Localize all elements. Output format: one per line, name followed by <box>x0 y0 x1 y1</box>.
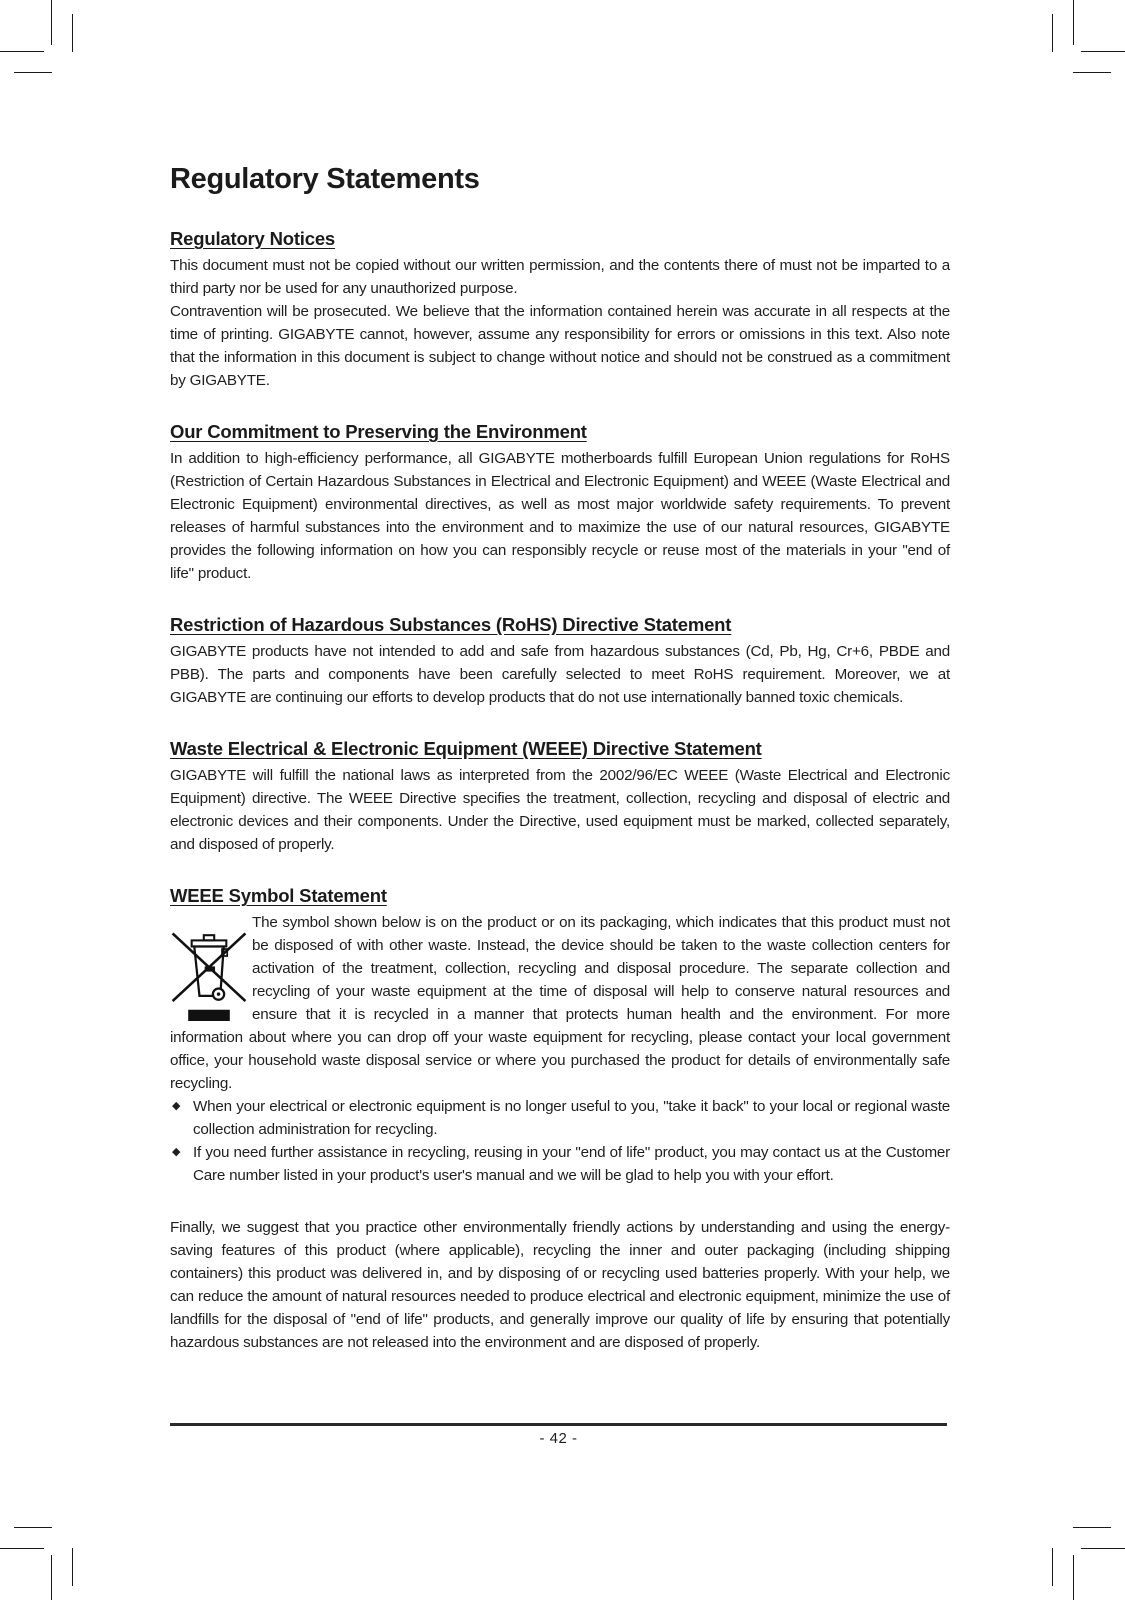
crop-mark <box>1073 1555 1074 1600</box>
section-heading-environment-commitment: Our Commitment to Preserving the Environment <box>170 421 587 442</box>
crop-mark <box>1052 14 1053 52</box>
bullet-item <box>170 1141 950 1187</box>
page-title: Regulatory Statements <box>170 163 480 195</box>
crop-mark <box>0 51 44 52</box>
diamond-bullet-icon: ◆ <box>172 1146 181 1158</box>
page-number: - 42 - <box>539 1430 578 1447</box>
paragraph-closing: Finally, we suggest that you practice other environmentally friendly actions by understanding and using the energy-saving features of this product (where applicable), recycling the inner and outer packaging (including shipping containers) this product was delivered in, and by disposing of or recycling used batteries properly. With your help, we can reduce the amount of natural resources needed to produce electrical and electronic equipment, minimize the use of landfills for the disposal of "end of life" products, and generally improve our quality of life by ensuring that potentially hazardous substances are not released into the environment and are disposed of properly. <box>170 1219 950 1351</box>
crop-mark <box>72 1548 73 1586</box>
bullet-text-customer-care: If you need further assistance in recycling, reusing in your "end of life" product, you may contact us at the Customer Care number listed in your product's user's manual and we will be glad to help you with your effort. <box>193 1144 950 1184</box>
section-heading-weee-directive: Waste Electrical & Electronic Equipment (WEEE) Directive Statement <box>170 738 762 759</box>
crop-mark <box>72 14 73 52</box>
section-heading-regulatory-notices: Regulatory Notices <box>170 228 335 249</box>
crop-mark <box>1073 1527 1111 1528</box>
section-heading-weee-symbol: WEEE Symbol Statement <box>170 885 387 906</box>
crop-mark <box>51 0 52 45</box>
bullet-text-take-it-back: When your electrical or electronic equipment is no longer useful to you, "take it back" to your local or regional waste collection administration for recycling. <box>193 1098 950 1138</box>
paragraph-rohs: GIGABYTE products have not intended to add and safe from hazardous substances (Cd, Pb, Hg, Cr+6, PBDE and PBB). The parts and components have been carefully selected to meet RoHS requirement. Moreover, we at GIGABYTE are continuing our efforts to develop products that do not use internationally banned toxic chemicals. <box>170 643 950 706</box>
document-content <box>170 163 950 1354</box>
bullet-item <box>170 1095 950 1141</box>
crop-mark <box>51 1555 52 1600</box>
crop-mark <box>1073 72 1111 73</box>
crop-mark <box>0 1548 44 1549</box>
diamond-bullet-icon: ◆ <box>172 1100 181 1112</box>
paragraph-weee-directive: GIGABYTE will fulfill the national laws as interpreted from the 2002/96/EC WEEE (Waste Electrical and Electronic Equipment) directive. The WEEE Directive specifies the treatment, collection, recycling and disposal of electric and electronic devices and their components. Under the Directive, used equipment must be marked, collected separately, and disposed of properly. <box>170 767 950 853</box>
crop-mark <box>1073 0 1074 45</box>
section-heading-rohs: Restriction of Hazardous Substances (RoHS) Directive Statement <box>170 614 732 635</box>
crop-mark <box>14 72 52 73</box>
crop-mark <box>1052 1548 1053 1586</box>
paragraph-regulatory-notices-2: Contravention will be prosecuted. We believe that the information contained herein was accurate in all respects at the time of printing. GIGABYTE cannot, however, assume any responsibility for errors or omissions in this text. Also note that the information in this document is subject to change without notice and should not be construed as a commitment by GIGABYTE. <box>170 303 950 389</box>
weee-symbol-block <box>170 911 950 1095</box>
crop-mark <box>1081 1548 1125 1549</box>
weee-crossed-out-bin-icon <box>170 913 248 1025</box>
paragraph-environment-commitment: In addition to high-efficiency performance, all GIGABYTE motherboards fulfill European Union regulations for RoHS (Restriction of Certain Hazardous Substances in Electrical and Electronic Equipment) and WEEE (Waste Electrical and Electronic Equipment) environmental directives, as well as most major worldwide safety requirements. To prevent releases of harmful substances into the environment and to maximize the use of our natural resources, GIGABYTE provides the following information on how you can responsibly recycle or reuse most of the materials in your "end of life" product. <box>170 450 950 582</box>
paragraph-regulatory-notices-1: This document must not be copied without our written permission, and the contents there of must not be imparted to a third party nor be used for any unauthorized purpose. <box>170 257 950 297</box>
paragraph-weee-symbol: The symbol shown below is on the product or on its packaging, which indicates that this product must not be disposed of with other waste. Instead, the device should be taken to the waste collection centers for activation of the treatment, collection, recycling and disposal procedure. The separate collection and recycling of your waste equipment at the time of disposal will help to conserve natural resources and ensure that it is recycled in a manner that protects human health and the environment. For more information about where you can drop off your waste equipment for recycling, please contact your local government office, your household waste disposal service or where you purchased the product for details of environmentally safe recycling. <box>170 914 950 1092</box>
crop-mark <box>1081 51 1125 52</box>
footer-rule <box>170 1423 947 1426</box>
crop-mark <box>14 1527 52 1528</box>
